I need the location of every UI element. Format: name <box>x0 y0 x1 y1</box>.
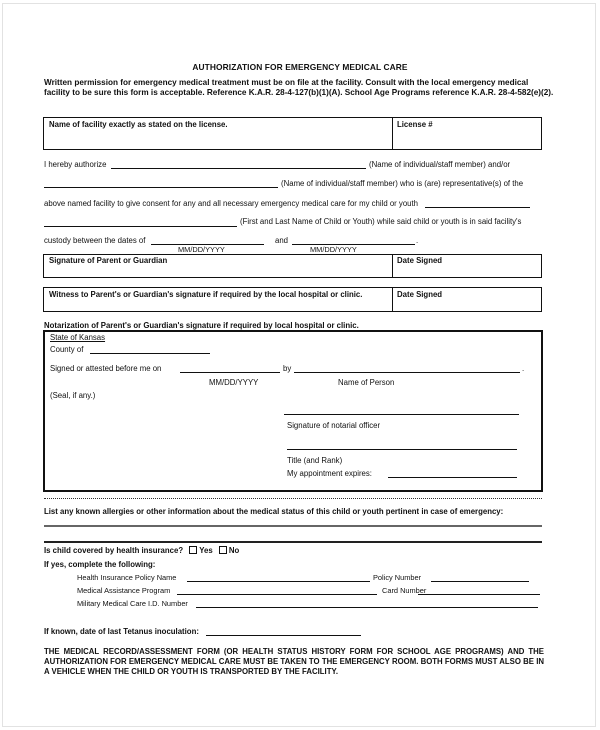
county-field[interactable] <box>90 353 210 354</box>
title-rank-label: Title (and Rank) <box>287 456 343 465</box>
military-id-label: Military Medical Care I.D. Number <box>77 599 188 608</box>
license-label: License # <box>397 120 433 129</box>
medical-assistance-label: Medical Assistance Program <box>77 586 171 595</box>
title-rank-field[interactable] <box>287 449 517 450</box>
witness-date-field[interactable] <box>396 299 538 310</box>
no-checkbox[interactable] <box>219 546 227 554</box>
notary-date-hint: MM/DD/YYYY <box>209 378 259 387</box>
policy-number-field[interactable] <box>431 581 529 582</box>
yes-checkbox[interactable] <box>189 546 197 554</box>
end-date-hint: MM/DD/YYYY <box>310 245 357 254</box>
witness-box-divider <box>392 287 393 312</box>
dotted-separator <box>44 498 542 499</box>
form-title: AUTHORIZATION FOR EMERGENCY MEDICAL CARE <box>192 62 408 72</box>
custody-prefix: custody between the dates of <box>44 236 146 245</box>
card-number-field[interactable] <box>418 594 540 595</box>
parent-date-field[interactable] <box>396 265 538 276</box>
seal-label: (Seal, if any.) <box>50 391 96 400</box>
intro-paragraph: Written permission for emergency medical treatment must be on file at the facility. Consult with the local emergency medical facility to be sure this form is acceptable. Reference K.A.R. 28-4-127(b)(1)(A). School Age Programs reference K.A.R. 28-4-582(e)(2). <box>44 78 554 98</box>
parent-signature-label: Signature of Parent or Guardian <box>49 256 168 265</box>
tetanus-label: If known, date of last Tetanus inoculation: <box>44 627 199 636</box>
footer-notice: THE MEDICAL RECORD/ASSESSMENT FORM (OR HEALTH STATUS HISTORY FORM FOR SCHOOL AGE PROGRAMS) AND THE AUTHORIZATION FOR EMERGENCY MEDICAL CARE MUST BE TAKEN TO THE EMERGENCY ROOM. BOTH FORMS MUST ALSO BE IN A VEHICLE WHEN THE CHILD OR YOUTH IS TRANSPORTED BY THE FACILITY. <box>44 647 544 677</box>
insurance-question-row <box>44 546 239 555</box>
yes-label: Yes <box>199 546 213 555</box>
allergies-line-2[interactable] <box>44 541 542 543</box>
policy-number-label: Policy Number <box>373 573 422 582</box>
allergies-line-1[interactable] <box>44 525 542 527</box>
by-label: by <box>283 364 292 373</box>
appointment-expires-field[interactable] <box>388 477 517 478</box>
start-date-hint: MM/DD/YYYY <box>178 245 225 254</box>
insurance-question: Is child covered by health insurance? <box>44 546 184 555</box>
person-name-field[interactable] <box>294 372 520 373</box>
custody-and: and <box>275 236 289 245</box>
notarization-heading: Notarization of Parent's or Guardian's signature if required by local hospital or clinic. <box>44 321 359 330</box>
notarial-officer-label: Signature of notarial officer <box>287 421 381 430</box>
facility-name-field[interactable] <box>47 130 389 148</box>
witness-signature-field[interactable] <box>47 299 389 310</box>
authorize-line2-suffix: (Name of individual/staff member) who is (are) representative(s) of the <box>281 179 524 188</box>
allergies-label: List any known allergies or other information about the medical status of this child or youth pertinent in case of emergency: <box>44 507 504 516</box>
county-label: County of <box>50 345 84 354</box>
notarial-officer-signature-field[interactable] <box>284 414 519 415</box>
staff-name-1-field[interactable] <box>111 168 366 169</box>
authorize-prefix: I hereby authorize <box>44 160 107 169</box>
no-label: No <box>228 546 240 555</box>
person-name-hint: Name of Person <box>338 378 395 387</box>
policy-name-field[interactable] <box>187 581 370 582</box>
medical-assistance-field[interactable] <box>177 594 377 595</box>
child-name-field[interactable] <box>44 226 237 227</box>
child-name-field-part1[interactable] <box>425 207 530 208</box>
signed-attested-label: Signed or attested before me on <box>50 364 162 373</box>
witness-date-label: Date Signed <box>397 290 443 299</box>
by-period: . <box>522 364 525 373</box>
authorize-line3: above named facility to give consent for any and all necessary emergency medical care for my child or youth <box>44 199 419 208</box>
facility-box-divider <box>392 117 393 150</box>
witness-label: Witness to Parent's or Guardian's signature if required by the local hospital or clinic. <box>49 290 363 299</box>
tetanus-date-field[interactable] <box>206 635 361 636</box>
license-number-field[interactable] <box>396 130 538 148</box>
parent-signature-field[interactable] <box>47 265 389 276</box>
notary-date-field[interactable] <box>180 372 280 373</box>
appointment-expires-label: My appointment expires: <box>287 469 372 478</box>
notarization-box <box>43 330 543 492</box>
policy-name-label: Health Insurance Policy Name <box>77 573 177 582</box>
state-label: State of Kansas <box>50 333 106 342</box>
parent-date-label: Date Signed <box>397 256 443 265</box>
if-yes-label: If yes, complete the following: <box>44 560 156 569</box>
custody-period: . <box>416 236 419 245</box>
notarization-box-shadow-line <box>43 491 543 492</box>
card-number-label: Card Number <box>382 586 427 595</box>
authorize-line4-suffix: (First and Last Name of Child or Youth) while said child or youth is in said facility's <box>240 217 522 226</box>
facility-name-label: Name of facility exactly as stated on the license. <box>49 120 228 129</box>
staff-name-2-field[interactable] <box>44 187 278 188</box>
military-id-field[interactable] <box>196 607 538 608</box>
parent-signature-divider <box>392 254 393 278</box>
authorize-line1-suffix: (Name of individual/staff member) and/or <box>369 160 511 169</box>
